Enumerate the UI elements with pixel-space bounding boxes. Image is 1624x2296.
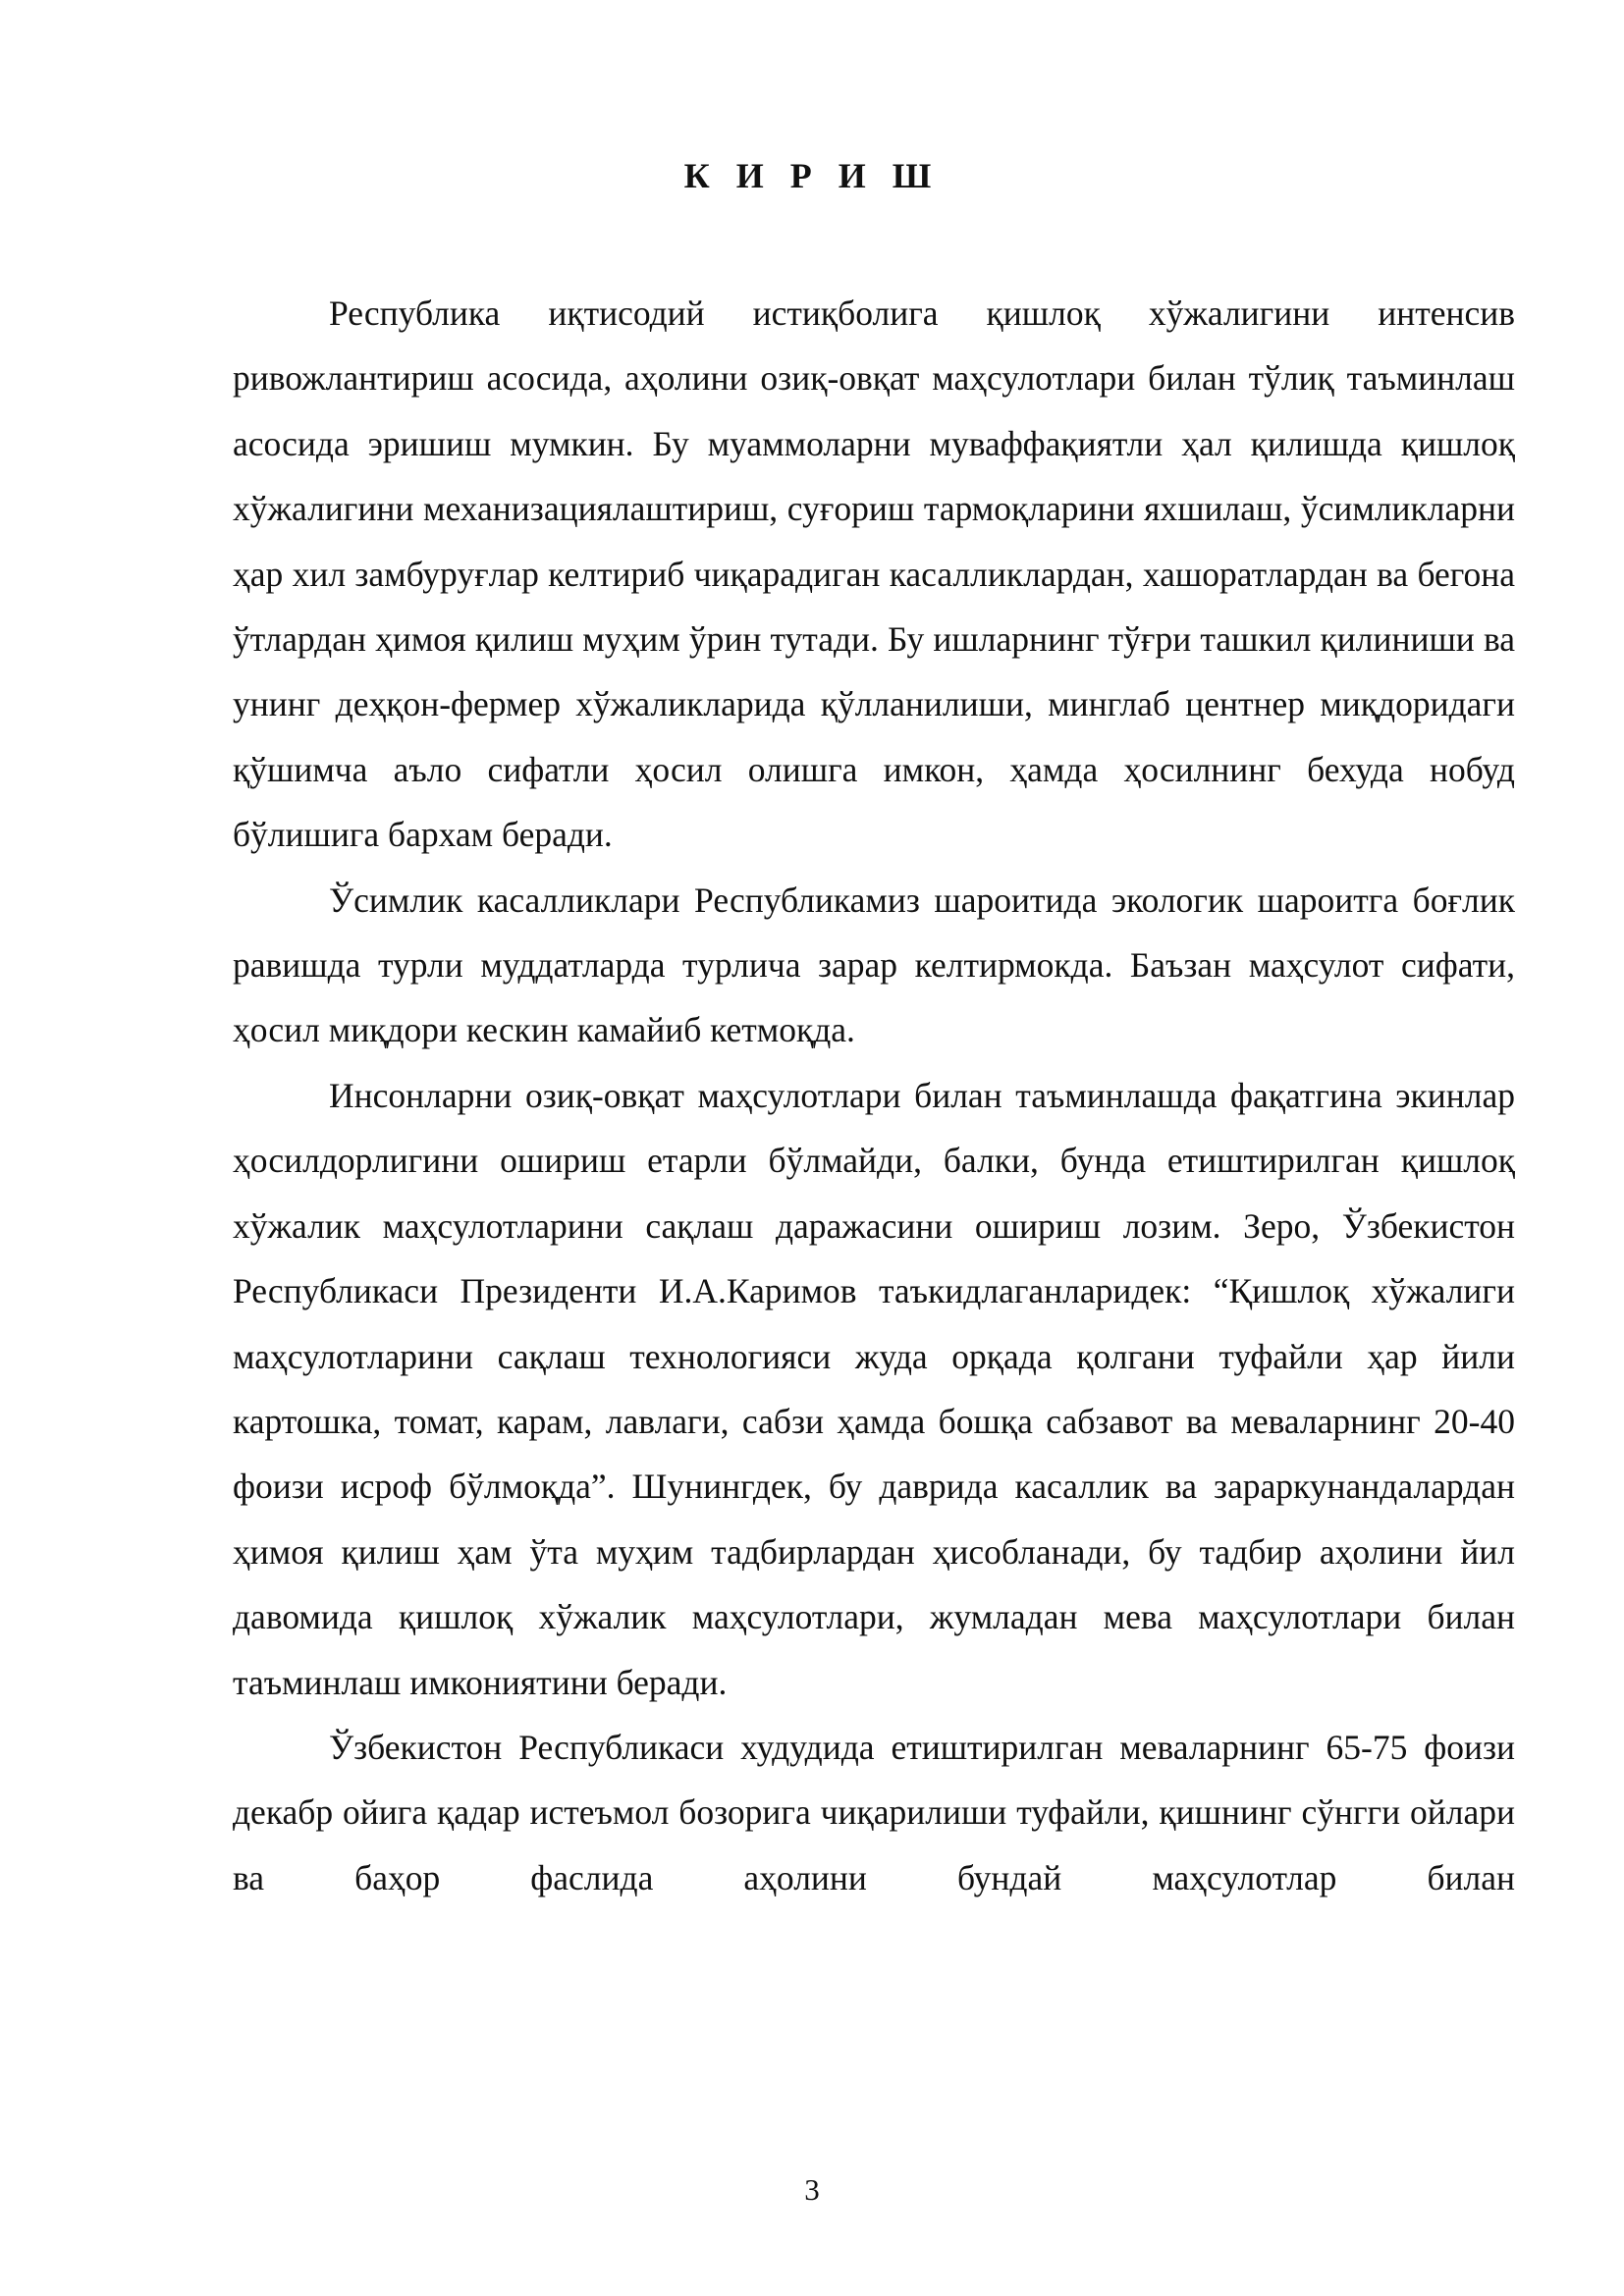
paragraph: Ўсимлик касалликлари Республикамиз шароитида экологик шароитга боғлик равишда турли муддатларда турлича зарар келтирмокда. Баъзан маҳсулот сифати, ҳосил миқдори кескин камайиб кетмоқда. [233,880,1515,1050]
section-heading: К И Р И Ш [683,156,941,195]
body-text [233,281,1515,1910]
page-number: 3 [804,2172,820,2207]
paragraph: Ўзбекистон Республикаси худудида етиштирилган меваларнинг 65-75 фоизи декабр ойига қадар истеъмол бозорига чиқарилиши туфайли, қишнинг сўнгги ойлари ва баҳор фаслида аҳолини бундай маҳсулотлар билан [233,1727,1515,1897]
paragraph: Республика иқтисодий истиқболига қишлоқ хўжалигини интенсив ривожлантириш асосида, аҳолини озиқ-овқат маҳсулотлари билан тўлиқ таъминлаш асосида эришиш мумкин. Бу муаммоларни муваффақиятли ҳал қилишда қишлоқ хўжалигини механизациялаштириш, суғориш тармоқларини яхшилаш, ўсимликларни ҳар хил замбуруғлар келтириб чиқарадиган касалликлардан, хашоратлардан ва бегона ўтлардан ҳимоя қилиш муҳим ўрин тутади. Бу ишларнинг тўғри ташкил қилиниши ва унинг деҳқон-фермер хўжаликларида қўлланилиши, минглаб центнер миқдоридаги қўшимча аъло сифатли ҳосил олишга имкон, ҳамда ҳосилнинг бехуда нобуд бўлишига бархам беради. [233,294,1515,855]
paragraph: Инсонларни озиқ-овқат маҳсулотлари билан таъминлашда фақатгина экинлар ҳосилдорлигини ошириш етарли бўлмайди, балки, бунда етиштирилган қишлоқ хўжалик маҳсулотларини сақлаш даражасини ошириш лозим. Зеро, Ўзбекистон Республикаси Президенти И.А.Каримов таъкидлаганларидек: “Қишлоқ хўжалиги маҳсулотларини сақлаш технологияси жуда орқада қолгани туфайли ҳар йили картошка, томат, карам, лавлаги, сабзи ҳамда бошқа сабзавот ва меваларнинг 20-40 фоизи исроф бўлмоқда”. Шунингдек, бу даврида касаллик ва зараркунандалардан ҳимоя қилиш ҳам ўта муҳим тадбирлардан ҳисобланади, бу тадбир аҳолини йил давомида қишлоқ хўжалик маҳсулотлари, жумладан мева маҳсулотлари билан таъминлаш имкониятини беради. [233,1075,1515,1702]
